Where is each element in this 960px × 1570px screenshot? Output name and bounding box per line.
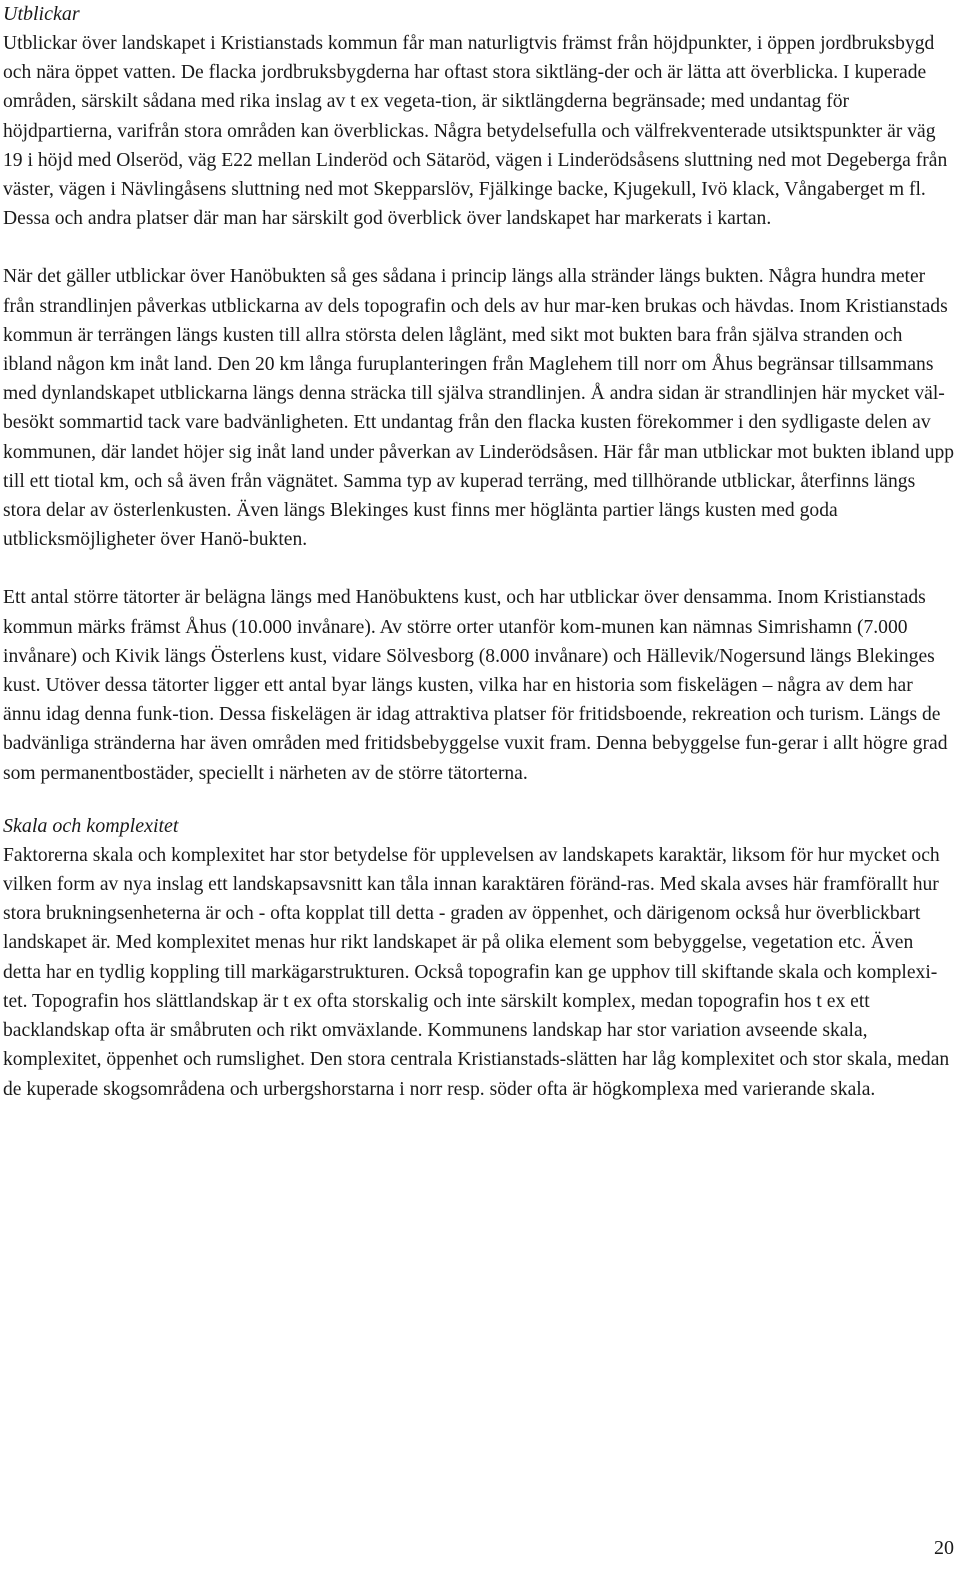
paragraph-skala-komplexitet: Faktorerna skala och komplexitet har stor betydelse för upplevelsen av landskapets karaktär, liksom för hur mycket och vilken form av nya inslag ett landskapsavsnitt kan tåla innan karaktären föränd-ras. Med skala avses här framförallt hur stora brukningsenheterna är och - ofta kopplat till detta - graden av öppenhet, och därigenom också hur överblickbart landskapet är. Med komplexitet menas hur rikt landskapet är på olika element som bebyggelse, vegetation etc. Även detta har en tydlig koppling till markägarstrukturen. Också topografin kan ge upphov till skiftande skala och komplexi-tet. Topografin hos slättlandskap är t ex ofta storskalig och inte särskilt komplex, medan topografin hos t ex ett backlandskap ofta är småbruten och rikt omväxlande. Kommunens landskap har stor variation avseende skala, komplexitet, öppenhet och rumslighet. Den stora centrala Kristianstads-slätten har låg komplexitet och stor skala, medan de kuperade skogsområdena och urbergshorstarna i norr resp. söder ofta är högkomplexa med varierande skala.	[3, 844, 950, 1100]
paragraph-spacer	[3, 554, 955, 583]
paragraph-spacer	[3, 233, 955, 262]
section-heading-utblickar: Utblickar	[3, 3, 80, 25]
paragraph-utblickar-landskapet: Utblickar över landskapet i Kristianstads kommun får man naturligtvis främst från höjdpunkter, i öppen jordbruksbygd och nära öppet vatten. De flacka jordbruksbygderna har oftast stora siktläng-der och är lätta att överblicka. I kuperade områden, särskilt sådana med rika inslag av t ex vegeta-tion, är siktlängderna begränsade; med undantag för höjdpartierna, varifrån stora områden kan överblickas. Några betydelsefulla och välfrekventerade utsiktspunkter är väg 19 i höjd med Olseröd, väg E22 mellan Linderöd och Sätaröd, vägen i Linderödsåsens sluttning ned mot Degeberga från väster, vägen i Nävlingåsens sluttning ned mot Skepparslöv, Fjälkinge backe, Kjugekull, Ivö klack, Vångaberget m fl. Dessa och andra platser där man har särskilt god överblick över landskapet har markerats i kartan.	[3, 33, 948, 230]
section-heading-skala-komplexitet: Skala och komplexitet	[3, 814, 179, 837]
paragraph-spacer	[3, 788, 955, 812]
paragraph-hanobukten-utblickar: När det gäller utblickar över Hanöbukten så ges sådana i princip längs alla stränder längs bukten. Några hundra meter från strandlinjen påverkas utblickarna av dels topografin och dels av hur mar-ken brukas och hävdas. Inom Kristianstads kommun är terrängen längs kusten till allra största delen låglänt, med sikt mot bukten bara från själva stranden och ibland någon km inåt land. Den 20 km långa furuplanteringen från Maglehem till norr om Åhus begränsar tillsammans med dynlandskapet utblickarna längs denna sträcka till själva strandlinjen. Å andra sidan är strandlinjen här mycket väl-besökt sommartid tack vare badvänligheten. Ett undantag från den flacka kusten förekommer i den sydligaste delen av kommunen, där landet höjer sig inåt land under påverkan av Linderödsåsen. Här får man utblickar mot bukten ibland upp till ett tiotal km, och så även från vägnätet. Samma typ av kuperad terräng, med tillhörande utblickar, återfinns längs stora delar av österlenkusten. Även längs Blekinges kust finns mer höglänta partier längs kusten med goda utblicksmöjligheter över Hanö-bukten.	[3, 266, 955, 551]
paragraph-tatorter-kust: Ett antal större tätorter är belägna längs med Hanöbuktens kust, och har utblickar över densamma. Inom Kristianstads kommun märks främst Åhus (10.000 invånare). Av större orter utanför kom-munen kan nämnas Simrishamn (7.000 invånare) och Kivik längs Österlens kust, vidare Sölvesborg (8.000 invånare) och Hällevik/Nogersund längs Blekinges kust. Utöver dessa tätorter ligger ett antal byar längs kusten, vilka har en historia som fiskelägen – några av dem har ännu idag denna funk-tion. Dessa fiskelägen är idag attraktiva platser för fritidsboende, rekreation och turism. Längs de badvänliga stränderna har även områden med fritidsbebyggelse vuxit fram. Denna bebyggelse fun-gerar i allt högre grad som permanentbostäder, speciellt i närheten av de större tätorterna.	[3, 587, 948, 784]
document-page	[3, 0, 955, 1104]
page-number: 20	[934, 1537, 954, 1559]
